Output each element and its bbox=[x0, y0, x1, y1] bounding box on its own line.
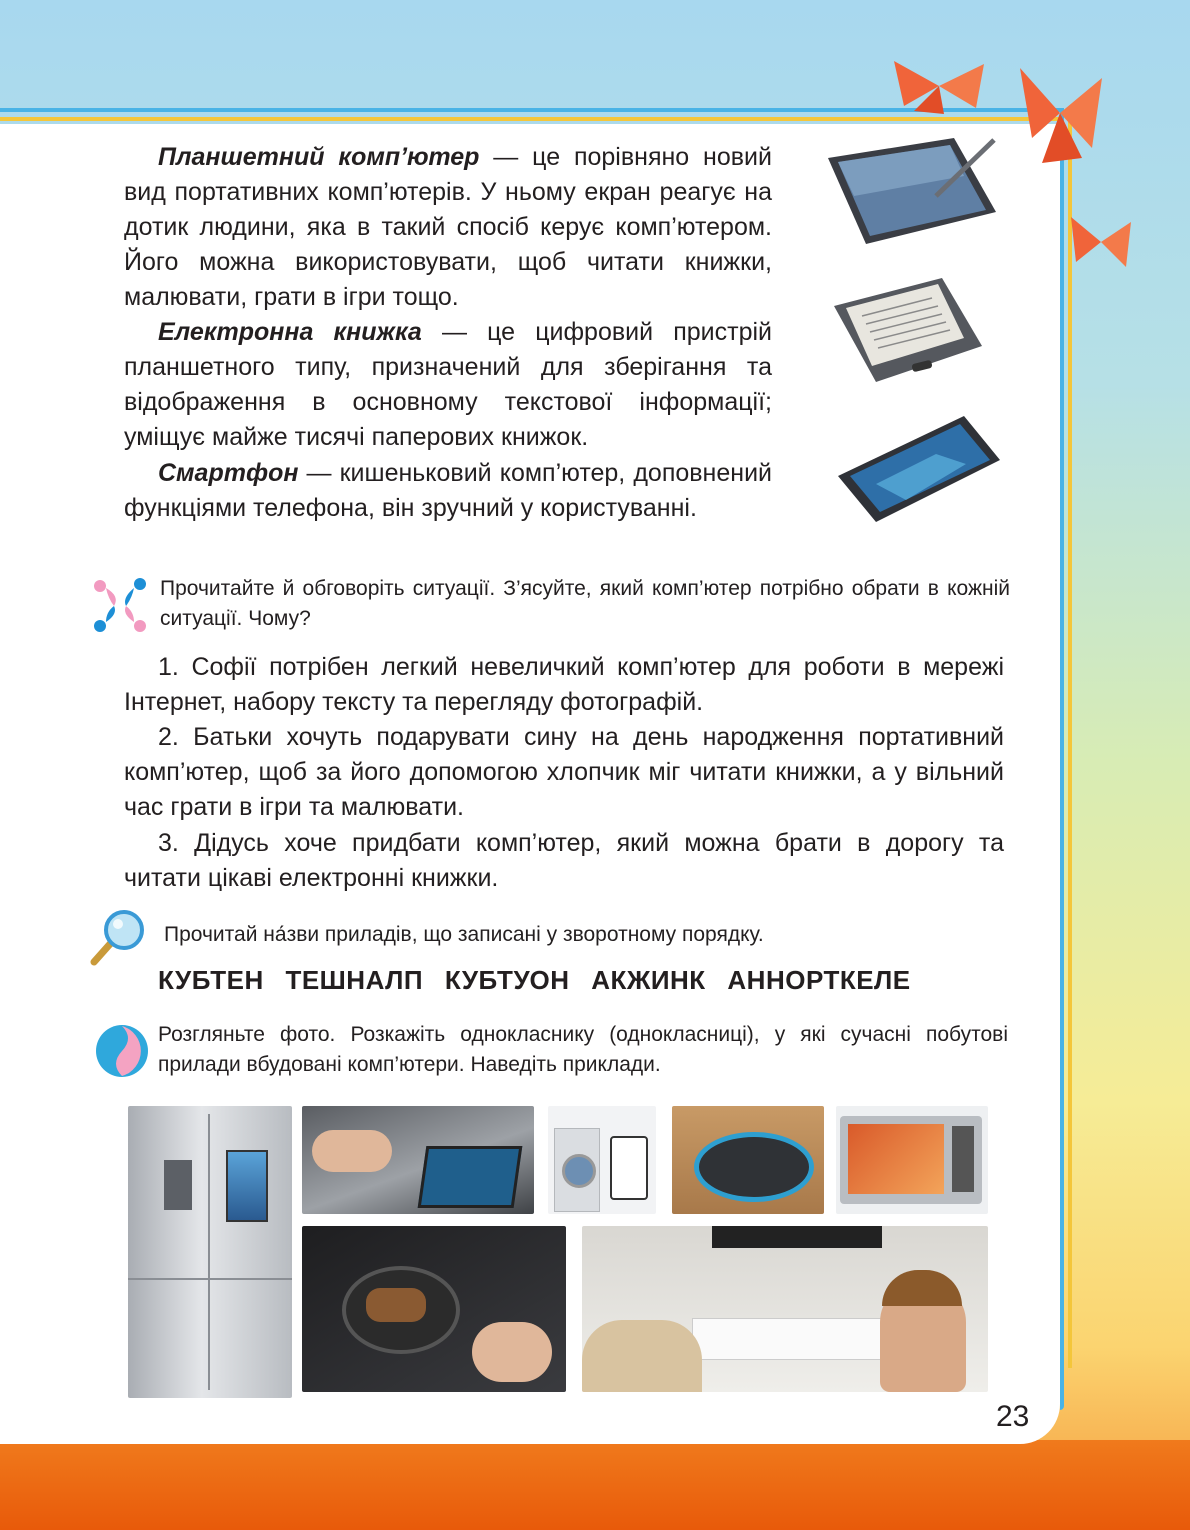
definition-smartphone: — кишеньковий комп’ютер, доповнений функціями телефона, він зручний у користуванні. bbox=[124, 459, 772, 522]
butterfly-icon bbox=[1066, 212, 1136, 272]
photo-smart-fridge bbox=[128, 1106, 292, 1398]
term-smartphone: Смартфон bbox=[158, 459, 299, 487]
task1-instruction: Прочитайте й обговоріть ситуації. З’ясуйте, який комп’ютер потрібно обрати в кожній ситуації. Чому? bbox=[160, 577, 1010, 630]
situation-2-text: 2. Батьки хочуть подарувати сину на день народження портативний комп’ютер, щоб за його допомогою хлопчик міг читати книжки, а у вільний час грати в ігри та малювати. bbox=[124, 723, 1004, 821]
situation-1-text: 1. Софії потрібен легкий невеличкий комп’ютер для роботи в мережі Інтернет, набору тексту та перегляду фотографій. bbox=[124, 653, 1004, 716]
situation-3 bbox=[124, 826, 1004, 896]
panel-edge-blue bbox=[1060, 110, 1064, 1410]
photo-robot-vacuum bbox=[672, 1106, 824, 1214]
situation-3-text: 3. Дідусь хоче придбати комп’ютер, який можна брати в дорогу та читати цікаві електронні книжки. bbox=[124, 829, 1004, 892]
paragraph-tablet bbox=[124, 140, 772, 315]
paragraph-smartphone bbox=[124, 456, 772, 526]
panel-edge-yellow bbox=[1068, 118, 1072, 1368]
smartphone-image bbox=[836, 414, 1002, 524]
page-number: 23 bbox=[996, 1400, 1030, 1433]
bottom-band bbox=[0, 1440, 1190, 1530]
photo-smart-tv-living-room bbox=[582, 1226, 988, 1392]
reversed-words: КУБТЕН ТЕШНАЛП КУБТУОН АКЖИНК АННОРТКЕЛЕ bbox=[158, 965, 911, 995]
discussion-icon bbox=[92, 576, 148, 634]
photo-induction-cooktop bbox=[302, 1226, 566, 1392]
paragraph-ebook bbox=[124, 315, 772, 455]
butterfly-icon bbox=[884, 56, 994, 116]
definition-ebook: — це цифровий пристрій планшетного типу, призначений для зберігання та відображення в основному текстової інформації; уміщує майже тисячі паперових книжок. bbox=[124, 318, 772, 451]
butterfly-icon bbox=[1012, 58, 1108, 168]
situation-2 bbox=[124, 720, 1004, 825]
talk-icon bbox=[92, 1020, 150, 1082]
top-line-yellow bbox=[0, 117, 1064, 121]
situation-1 bbox=[124, 650, 1004, 720]
term-ebook: Електронна книжка bbox=[158, 318, 422, 346]
task2-instruction: Прочитай на́зви приладів, що записані у зворотному порядку. bbox=[164, 923, 764, 946]
magnifier-icon bbox=[88, 906, 150, 968]
term-tablet: Планшетний комп’ютер bbox=[158, 143, 480, 171]
definition-tablet: — це порівняно новий вид портативних комп’ютерів. У ньому екран реагує на дотик людини, яка в такий спосіб керує комп’ютером. Його можна використовувати, щоб читати книжки, малювати, грати в ігри тощо. bbox=[124, 143, 772, 311]
ebook-image bbox=[832, 276, 986, 386]
photo-washing-machine bbox=[548, 1106, 656, 1214]
photo-microwave bbox=[836, 1106, 988, 1214]
task3-instruction: Розгляньте фото. Розкажіть однокласнику (однокласниці), у які сучасні побутові прилади вбудовані комп’ютери. Наведіть приклади. bbox=[158, 1023, 1008, 1076]
tablet-image bbox=[824, 136, 1000, 248]
photo-car-dashboard bbox=[302, 1106, 534, 1214]
